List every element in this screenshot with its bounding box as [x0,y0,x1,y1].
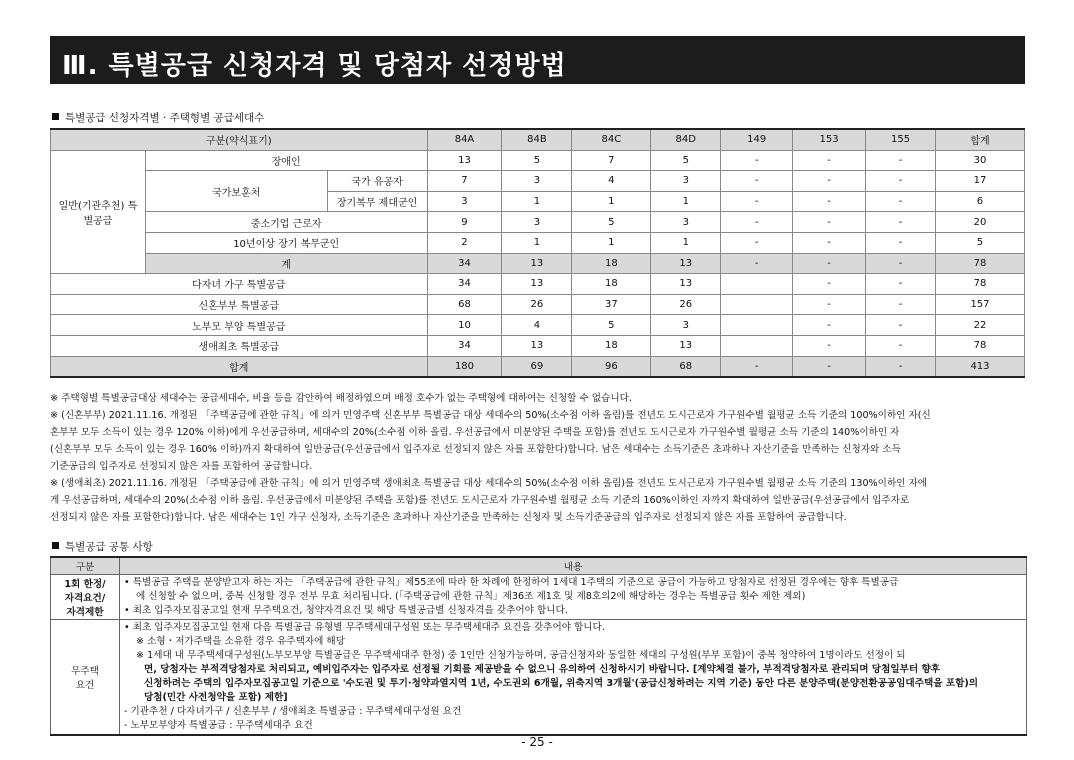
content-line: ※ 1세대 내 무주택세대구성원(노부모부양 특별공급은 무주택세대주 한정) 중 1인만 신청가능하며, 공급신청자와 동일한 세대의 구성원(부부 포함)이 중복 청약하여 1명이라도 선정이 되 [136,650,906,661]
total-cell: 5 [935,232,1024,253]
note-line: 게 우선공급하며, 세대수의 20%(소수점 이하 올림. 우선공급에서 미분양된 주택을 포함)를 전년도 도시근로자 가구원수별 월평균 소득 기준의 160%이하인 자까지 확대하여 일반공급(우선공급에서 입주자로 [50,495,910,506]
value-cell [721,274,793,295]
supply-header-row [51,129,1025,150]
header-cell: 내용 [120,557,1027,575]
value-cell: 180 [427,356,502,377]
value-cell: - [793,356,866,377]
row-label: 중소기업 근로자 [145,212,427,233]
total-cell: 78 [935,335,1024,356]
header-cell: 합계 [935,129,1024,150]
section-title-common [52,539,153,554]
value-cell: 13 [651,274,721,295]
subtotal-row [51,253,1025,274]
value-cell: - [793,212,866,233]
value-cell: 13 [651,335,721,356]
value-cell: - [721,171,793,192]
note-line: (신혼부부 모두 소득이 있는 경우 160% 이하)까지 확대하여 일반공급(우선공급에서 입주자로 선정되지 않은 자를 포함한다)합니다. 남은 세대수는 소득기준은 초과하나 자산기준을 만족하는 신청자와 소득 [50,444,901,455]
value-cell: - [866,191,936,212]
section-title-supply [52,110,264,125]
value-cell: 34 [427,335,502,356]
note-line: ※ 주택형별 특별공급대상 세대수는 공급세대수, 비율 등을 감안하여 배정하였으며 배정 호수가 없는 주택형에 대하여는 신청할 수 없습니다. [50,393,632,404]
header-cell: 155 [866,129,936,150]
header-cell: 149 [721,129,793,150]
value-cell: - [793,294,866,315]
label-line: 자격제한 [66,607,104,618]
value-cell: 18 [572,253,651,274]
header-cell: 153 [793,129,866,150]
common-table [50,556,1027,736]
value-cell: - [793,274,866,295]
value-cell: 9 [427,212,502,233]
total-cell: 20 [935,212,1024,233]
notes-block [50,390,1030,526]
value-cell: 18 [572,274,651,295]
value-cell: 1 [651,232,721,253]
value-cell: 5 [572,315,651,336]
value-cell: - [866,356,936,377]
value-cell: - [721,253,793,274]
chapter-title: Ⅲ. 특별공급 신청자격 및 당첨자 선정방법 [62,51,567,81]
row-label: 노부모 부양 특별공급 [51,315,428,336]
header-cell: 84B [502,129,572,150]
value-cell: - [866,253,936,274]
content-line: 에 신청할 수 없으며, 중복 신청할 경우 전부 무효 처리됩니다. (「주택공급에 관한 규칙」제36조 제1호 및 제8호의2에 해당하는 경우는 특별공급 횟수 제한 제외) [136,591,806,602]
value-cell [721,335,793,356]
content-line: • 최초 입주자모집공고일 현재 무주택요건, 청약자격요건 및 해당 특별공급별 신청자격을 갖추어야 합니다. [124,605,568,616]
content-line: 면, 당첨자는 부적격당첨자로 처리되고, 예비입주자는 입주자로 선정될 기회를 제공받을 수 없으니 유의하여 신청하시기 바랍니다. [계약체결 불가, 부적격당첨자로 관리되며 당첨일부터 향후 [144,664,941,675]
row-label: 신혼부부 특별공급 [51,294,428,315]
common-header-row [51,557,1027,575]
supply-table [50,128,1025,378]
value-cell: 1 [572,232,651,253]
value-cell: 68 [651,356,721,377]
total-cell: 157 [935,294,1024,315]
value-cell: 34 [427,274,502,295]
value-cell: - [866,315,936,336]
row-label: 장애인 [145,150,427,171]
total-cell: 30 [935,150,1024,171]
note-line: 선정되지 않은 자를 포함한다)합니다. 남은 세대수는 1인 가구 신청자, 소득기준은 초과하나 자산기준을 만족하는 신청자 및 소득기준공급의 입주자로 선정되지 않은 자를 포함하여 공급합니다. [50,512,847,523]
value-cell: 1 [572,191,651,212]
value-cell: 37 [572,294,651,315]
header-cell: 84A [427,129,502,150]
value-cell: 3 [651,212,721,233]
content-line: 당첨(민간 사전청약을 포함) 제한] [144,692,288,703]
table-row [51,171,1025,192]
value-cell: - [793,191,866,212]
total-cell: 6 [935,191,1024,212]
value-cell: - [721,356,793,377]
value-cell: 2 [427,232,502,253]
square-bullet-icon [52,113,59,120]
table-row [51,294,1025,315]
table-row [51,575,1027,620]
section-title-text: 특별공급 공통 사항 [65,541,153,553]
label-line: 자격요건/ [64,593,106,604]
value-cell: - [793,335,866,356]
content-line: - 기관추천 / 다자녀가구 / 신혼부부 / 생애최초 특별공급 : 무주택세대구성원 요건 [124,706,462,717]
value-cell: 26 [502,294,572,315]
value-cell: 3 [427,191,502,212]
total-cell: 22 [935,315,1024,336]
value-cell: - [866,232,936,253]
content-line: ※ 소형・저가주택을 소유한 경우 유주택자에 해당 [136,636,345,647]
value-cell: 7 [427,171,502,192]
value-cell: 7 [572,150,651,171]
note-line: 혼부부 모두 소득이 있는 경우 120% 이하)에게 우선공급하며, 세대수의 20%(소수점 이하 올림. 우선공급에서 미분양된 주택을 포함)를 전년도 도시근로자 가구원수별 월평균 소득 기준의 140%이하인 자 [50,427,900,438]
content-line: - 노부모부양자 특별공급 : 무주택세대주 요건 [124,720,313,731]
value-cell: - [793,150,866,171]
value-cell: - [793,253,866,274]
total-cell: 17 [935,171,1024,192]
row-label [51,575,120,620]
value-cell: 5 [502,150,572,171]
value-cell: 26 [651,294,721,315]
table-row [51,212,1025,233]
value-cell: 68 [427,294,502,315]
table-row [51,150,1025,171]
row-label: 10년이상 장기 복무군인 [145,232,427,253]
value-cell: 13 [651,253,721,274]
veterans-group-cell: 국가보훈처 [145,171,327,212]
value-cell: - [793,171,866,192]
row-label: 계 [145,253,427,274]
value-cell: 13 [502,274,572,295]
value-cell: - [721,191,793,212]
table-row [51,335,1025,356]
value-cell: - [866,335,936,356]
section-title-text: 특별공급 신청자격별 · 주택형별 공급세대수 [65,112,265,124]
value-cell: 13 [502,335,572,356]
row-label: 장기복무 제대군인 [327,191,427,212]
value-cell: - [721,232,793,253]
row-content [120,620,1027,736]
value-cell: 4 [572,171,651,192]
note-line: 기준공급의 입주자로 선정되지 않은 자를 포함하여 공급합니다. [50,461,313,472]
value-cell: 18 [572,335,651,356]
table-row [51,315,1025,336]
chapter-header [50,36,1025,84]
value-cell: 10 [427,315,502,336]
note-line: ※ (신혼부부) 2021.11.16. 개정된 「주택공급에 관한 규칙」에 의거 민영주택 신혼부부 특별공급 대상 세대수의 50%(소수점 이하 올림)를 전년도 도시근로자 가구원수별 월평균 소득 기준의 100%이하인 자(신 [50,410,931,421]
page-number: - 25 - [521,735,553,749]
header-cell: 84C [572,129,651,150]
label-line: 요건 [75,680,95,691]
value-cell: - [866,294,936,315]
value-cell: 1 [502,191,572,212]
value-cell: - [866,150,936,171]
content-line: • 특별공급 주택을 분양받고자 하는 자는 「주택공급에 관한 규칙」제55조에 따라 한 차례에 한정하여 1세대 1주택의 기준으로 공급이 가능하고 당첨자로 선정된 경우에는 향후 특별공급 [124,577,899,588]
value-cell: 13 [502,253,572,274]
table-row [51,232,1025,253]
value-cell: - [793,232,866,253]
label-line: 1회 한정/ [64,579,106,590]
value-cell: - [866,274,936,295]
value-cell: - [721,212,793,233]
value-cell: 69 [502,356,572,377]
value-cell: 3 [651,171,721,192]
header-cell: 구분(약식표기) [51,129,428,150]
table-row [51,274,1025,295]
row-label: 합계 [51,356,428,377]
value-cell: 5 [651,150,721,171]
row-label: 생애최초 특별공급 [51,335,428,356]
value-cell [721,294,793,315]
total-cell: 78 [935,274,1024,295]
value-cell: 13 [427,150,502,171]
content-line: 신청하려는 주택의 입주자모집공고일 기준으로 '수도권 및 투기·청약과열지역 1년, 수도권외 6개월, 위축지역 3개월'(공급신청하려는 지역 기준) 동안 다른 분양주택(분양전환공공임대주택을 포함)의 [144,678,979,689]
square-bullet-icon [52,542,59,549]
note-line: ※ (생애최초) 2021.11.16. 개정된 「주택공급에 관한 규칙」에 의거 민영주택 생애최초 특별공급 대상 세대수의 50%(소수점 이하 올림)를 전년도 도시근로자 가구원수별 월평균 소득 기준의 130%이하인 자에 [50,478,928,489]
table-row [51,620,1027,736]
value-cell: 3 [502,171,572,192]
value-cell: 1 [651,191,721,212]
value-cell: 3 [502,212,572,233]
label-line: 무주택 [71,666,99,677]
total-cell: 78 [935,253,1024,274]
value-cell: - [793,315,866,336]
row-content [120,575,1027,620]
row-label: 다자녀 가구 특별공급 [51,274,428,295]
grand-total-row [51,356,1025,377]
value-cell: - [721,150,793,171]
header-cell: 구분 [51,557,120,575]
value-cell: 4 [502,315,572,336]
value-cell: - [866,171,936,192]
value-cell: - [866,212,936,233]
value-cell [721,315,793,336]
value-cell: 34 [427,253,502,274]
content-line: • 최초 입주자모집공고일 현재 다음 특별공급 유형별 무주택세대구성원 또는 무주택세대주 요건을 갖추어야 합니다. [124,622,605,633]
row-label [51,620,120,736]
value-cell: 5 [572,212,651,233]
value-cell: 96 [572,356,651,377]
total-cell: 413 [935,356,1024,377]
header-cell: 84D [651,129,721,150]
general-group-cell: 일반(기관추천) 특별공급 [51,150,146,274]
value-cell: 3 [651,315,721,336]
value-cell: 1 [502,232,572,253]
row-label: 국가 유공자 [327,171,427,192]
